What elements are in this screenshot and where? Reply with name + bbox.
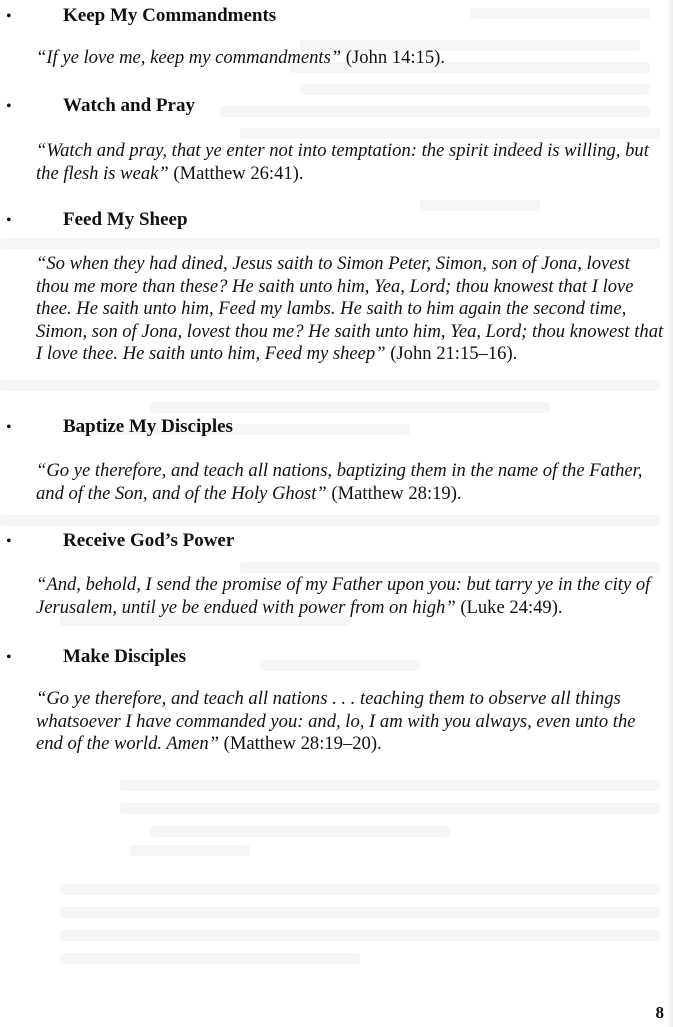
scripture-quote xyxy=(36,688,666,756)
quote-text: “If ye love me, keep my commandments” xyxy=(36,47,342,68)
section-heading xyxy=(0,94,673,118)
quote-reference: (Matthew 28:19–20). xyxy=(219,733,382,754)
page-number: 8 xyxy=(655,1003,664,1022)
heading-text: Make Disciples xyxy=(63,646,186,667)
heading-text: Watch and Pray xyxy=(63,95,195,116)
quote-text: “Go ye therefore, and teach all nations . . . teaching them to observe all things whatsoever I have commanded you: and, lo, I am with you always, even unto the end of the world. Amen” xyxy=(36,688,636,754)
bullet-icon: • xyxy=(6,419,12,436)
heading-text: Keep My Commandments xyxy=(63,5,277,26)
bullet-icon: • xyxy=(6,98,12,115)
scripture-quote xyxy=(36,253,666,366)
quote-text: “And, behold, I send the promise of my Father upon you: but tarry ye in the city of Jerusalem, until ye be endued with power from on high” xyxy=(36,574,651,618)
quote-reference: (John 21:15–16). xyxy=(385,343,518,364)
heading-text: Receive God’s Power xyxy=(63,530,235,551)
page-edge-shadow xyxy=(667,0,673,1027)
quote-text: “So when they had dined, Jesus saith to Simon Peter, Simon, son of Jona, lovest thou me more than these? He saith unto him, Yea, Lord; thou knowest that I love thee. He saith unto him, Feed my lambs. He saith to him again the second time, Simon, son of Jona, lovest thou me? He saith unto him, Yea, Lord; thou knowest that I love thee. He saith unto him, Feed my sheep” xyxy=(36,253,664,364)
scripture-quote xyxy=(36,140,666,185)
heading-text: Feed My Sheep xyxy=(63,209,188,230)
bullet-icon: • xyxy=(6,8,12,25)
scripture-quote xyxy=(36,47,666,70)
section-heading xyxy=(0,4,673,28)
section-heading xyxy=(0,529,673,553)
bullet-icon: • xyxy=(6,533,12,550)
quote-text: “Watch and pray, that ye enter not into temptation: the spirit indeed is willing, but the flesh is weak” xyxy=(36,140,649,184)
scripture-quote xyxy=(36,574,666,619)
section-heading xyxy=(0,415,673,439)
quote-reference: (Matthew 26:41). xyxy=(168,162,304,184)
section-heading xyxy=(0,208,673,232)
bullet-icon: • xyxy=(6,212,12,229)
quote-text: “Go ye therefore, and teach all nations, baptizing them in the name of the Father, and of the Son, and of the Holy Ghost” xyxy=(36,460,643,504)
quote-reference: (Matthew 28:19). xyxy=(326,482,462,504)
heading-text: Baptize My Disciples xyxy=(63,416,233,437)
bullet-icon: • xyxy=(6,649,12,666)
section-heading xyxy=(0,645,673,669)
scripture-quote xyxy=(36,460,666,505)
quote-reference: (John 14:15). xyxy=(341,47,445,68)
quote-reference: (Luke 24:49). xyxy=(455,596,563,618)
